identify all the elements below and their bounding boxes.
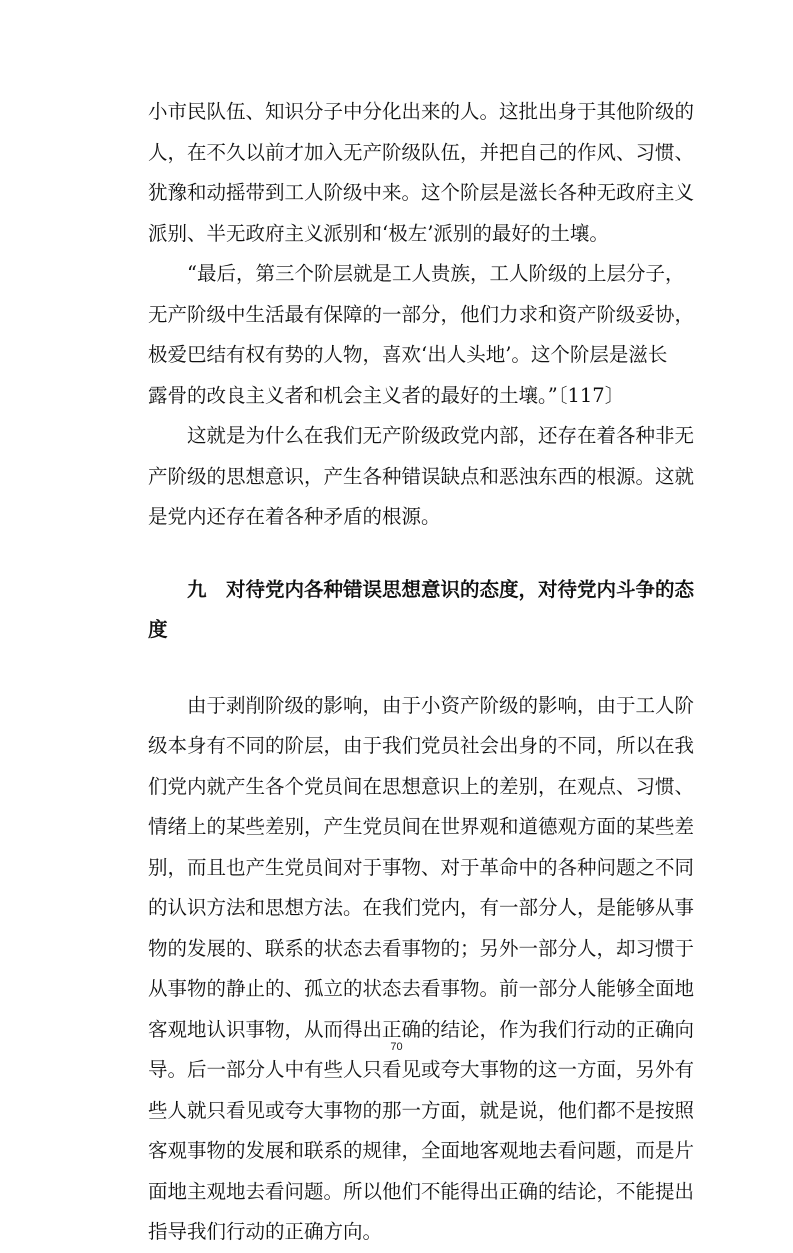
text-line: 们党内就产生各个党员间在思想意识上的差别，在观点、习惯、 [148, 774, 695, 798]
text-line: 由于剥削阶级的影响，由于小资产阶级的影响，由于工人阶 [187, 693, 695, 717]
paragraph-2-quote [148, 254, 695, 416]
text-line: 这就是为什么在我们无产阶级政党内部，还存在着各种非无 [187, 424, 695, 447]
heading-line: 九 对待党内各种错误思想意识的态度，对待党内斗争的态 [187, 577, 695, 601]
paragraph-3 [148, 416, 695, 538]
section-heading [148, 570, 695, 651]
text-line: 客观事物的发展和联系的规律，全面地客观地去看问题，而是片 [148, 1139, 695, 1162]
text-line: 导。后一部分人中有些人只看见或夸大事物的这一方面，另外有 [148, 1058, 695, 1081]
text-line: 指导我们行动的正确方向。 [148, 1220, 383, 1243]
paragraph-4 [148, 686, 695, 1253]
text-line: 极爱巴结有权有势的人物，喜欢‘出人头地’。这个阶层是滋长 [148, 343, 668, 366]
text-line: 些人就只看见或夸大事物的那一方面，就是说，他们都不是按照 [148, 1098, 695, 1122]
text-line: 别，而且也产生党员间对于事物、对于革命中的各种问题之不同 [148, 855, 695, 879]
text-line: 面地主观地去看问题。所以他们不能得出正确的结论，不能提出 [148, 1179, 695, 1203]
text-line: 产阶级的思想意识，产生各种错误缺点和恶浊东西的根源。这就 [148, 464, 695, 488]
text-line: 人，在不久以前才加入无产阶级队伍，并把自己的作风、习惯、 [148, 140, 695, 164]
text-line: “最后，第三个阶层就是工人贵族，工人阶级的上层分子， [187, 262, 685, 285]
page-number: 70 [390, 1041, 403, 1053]
text-line: 的认识方法和思想方法。在我们党内，有一部分人，是能够从事 [148, 896, 695, 919]
text-line: 无产阶级中生活最有保障的一部分，他们力求和资产阶级妥协， [148, 302, 695, 326]
text-line: 客观地认识事物，从而得出正确的结论，作为我们行动的正确向 [148, 1017, 695, 1041]
paragraph-1 [148, 92, 695, 254]
text-line: 情绪上的某些差别，产生党员间在世界观和道德观方面的某些差 [148, 815, 695, 838]
text-line: 从事物的静止的、孤立的状态去看事物。前一部分人能够全面地 [148, 977, 695, 1000]
heading-line: 度 [148, 618, 168, 641]
text-line: 小市民队伍、知识分子中分化出来的人。这批出身于其他阶级的 [148, 100, 695, 123]
text-line: 物的发展的、联系的状态去看事物的；另外一部分人，却习惯于 [148, 936, 695, 960]
text-line: 露骨的改良主义者和机会主义者的最好的土壤。”〔117〕 [148, 383, 625, 407]
text-line: 犹豫和动摇带到工人阶级中来。这个阶层是滋长各种无政府主义 [148, 181, 695, 204]
text-line: 是党内还存在着各种矛盾的根源。 [148, 505, 441, 528]
text-line: 级本身有不同的阶层，由于我们党员社会出身的不同，所以在我 [148, 734, 695, 757]
document-body [148, 92, 695, 1253]
text-line: 派别、半无政府主义派别和‘极左’派别的最好的土壤。 [148, 221, 609, 245]
